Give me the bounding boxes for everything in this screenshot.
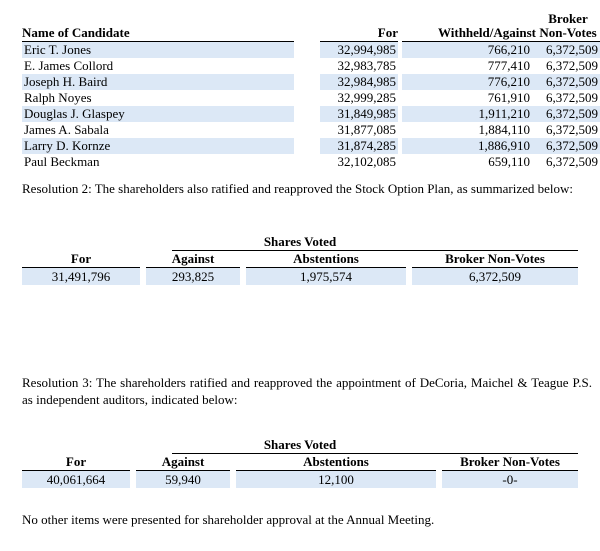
votes-for: 32,983,785: [337, 58, 396, 73]
header-against: Against: [146, 250, 240, 268]
value-abstentions: 1,975,574: [246, 268, 406, 285]
votes-withheld-against: 1,886,910: [402, 138, 536, 154]
candidate-name: E. James Collord: [24, 58, 114, 73]
broker-non-votes: 6,372,509: [536, 74, 600, 90]
shares-voted-title: Shares Voted: [263, 437, 337, 452]
resolution-2-table: [22, 234, 578, 285]
header-for: For: [22, 453, 130, 471]
resolution-3-text: Resolution 3: The shareholders ratified and reapproved the appointment of DeCoria, Maichel & Teague P.S. as independent auditors, indicated below:: [22, 375, 592, 407]
resolution-3-table: [22, 437, 578, 488]
votes-for: 31,874,285: [320, 138, 398, 154]
candidate-name: Ralph Noyes: [24, 90, 92, 105]
value-for: 31,491,796: [22, 268, 140, 285]
broker-non-votes: 6,372,509: [546, 122, 598, 137]
header-withheld-against: Withheld/Against: [402, 26, 536, 42]
candidates-table-header: [22, 8, 597, 42]
table-row: [22, 74, 598, 90]
resolution-3-values: [22, 471, 578, 488]
table-row: [22, 138, 598, 154]
header-broker-line2: Non-Votes: [539, 25, 597, 40]
votes-for: 32,102,085: [337, 154, 396, 169]
table-row: [22, 90, 598, 106]
candidate-name: Douglas J. Glaspey: [22, 106, 294, 122]
resolution-2-values: [22, 268, 578, 285]
votes-withheld-against: 1,884,110: [478, 122, 530, 137]
table-row: [22, 122, 598, 138]
broker-non-votes: 6,372,509: [546, 90, 598, 105]
votes-for: 32,999,285: [337, 90, 396, 105]
header-broker-non-votes: [536, 12, 600, 42]
candidate-name: Paul Beckman: [24, 154, 100, 169]
votes-for: 32,984,985: [320, 74, 398, 90]
broker-non-votes: 6,372,509: [536, 106, 600, 122]
votes-for: 32,994,985: [320, 42, 398, 58]
candidate-name: James A. Sabala: [24, 122, 109, 137]
resolution-2-headers: [22, 250, 578, 268]
broker-non-votes: 6,372,509: [546, 154, 598, 169]
value-for: 40,061,664: [22, 471, 130, 488]
header-abstentions: Abstentions: [236, 453, 436, 471]
header-name-of-candidate: Name of Candidate: [22, 26, 294, 42]
shares-voted-title: Shares Voted: [263, 234, 337, 249]
candidate-name: Larry D. Kornze: [22, 138, 294, 154]
table-row: [22, 106, 598, 122]
candidates-table-body: [22, 42, 598, 170]
header-for: For: [22, 250, 140, 268]
resolution-3-headers: [22, 453, 578, 471]
header-for: For: [320, 26, 398, 42]
broker-non-votes: 6,372,509: [546, 58, 598, 73]
value-against: 293,825: [146, 268, 240, 285]
votes-withheld-against: 777,410: [487, 58, 530, 73]
votes-withheld-against: 659,110: [488, 154, 530, 169]
votes-for: 31,849,985: [320, 106, 398, 122]
header-broker-non-votes: Broker Non-Votes: [442, 453, 578, 471]
header-abstentions: Abstentions: [246, 250, 406, 268]
votes-for: 31,877,085: [337, 122, 396, 137]
resolution-2-text: Resolution 2: The shareholders also ratified and reapproved the Stock Option Plan, as summarized below:: [22, 181, 574, 196]
table-row: [22, 58, 598, 74]
votes-withheld-against: 776,210: [402, 74, 536, 90]
votes-withheld-against: 761,910: [487, 90, 530, 105]
votes-withheld-against: 1,911,210: [402, 106, 536, 122]
header-broker-line1: Broker: [548, 11, 588, 26]
candidate-name: Eric T. Jones: [22, 42, 294, 58]
closing-text: No other items were presented for shareholder approval at the Annual Meeting.: [22, 512, 435, 527]
value-broker-non-votes: 6,372,509: [412, 268, 578, 285]
value-against: 59,940: [136, 471, 230, 488]
candidate-name: Joseph H. Baird: [22, 74, 294, 90]
broker-non-votes: 6,372,509: [536, 42, 600, 58]
votes-withheld-against: 766,210: [402, 42, 536, 58]
header-broker-non-votes: Broker Non-Votes: [412, 250, 578, 268]
header-against: Against: [136, 453, 230, 471]
table-row: [22, 42, 598, 58]
broker-non-votes: 6,372,509: [536, 138, 600, 154]
candidates-table: [22, 8, 598, 170]
table-row: [22, 154, 598, 170]
value-broker-non-votes: -0-: [442, 471, 578, 488]
value-abstentions: 12,100: [236, 471, 436, 488]
